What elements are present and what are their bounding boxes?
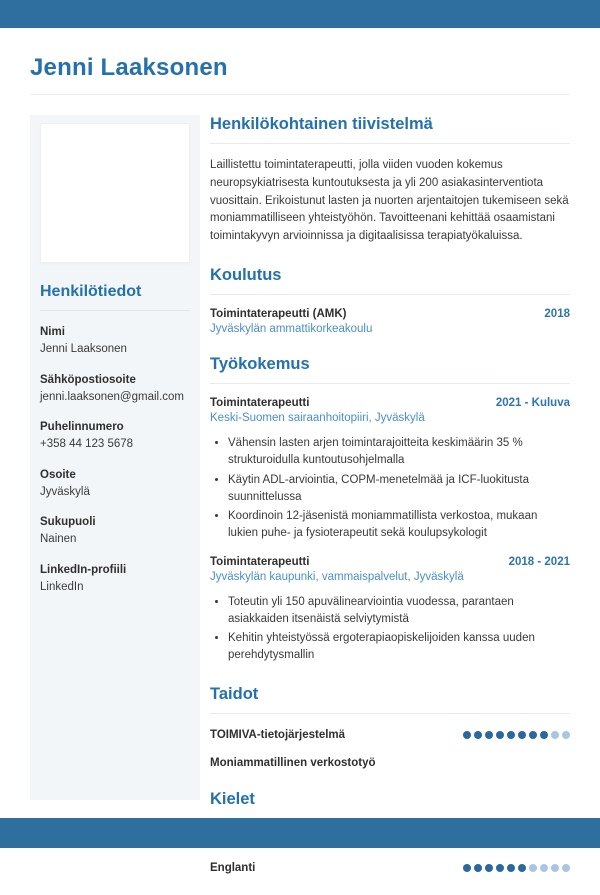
rating-dot [562,731,570,739]
summary-text: Laillistettu toimintaterapeutti, jolla viiden vuoden kokemus neuropsykiatrisesta kuntoutuksesta ja yli 200 asiakasinterventiota vuosittain. Erikoistunut lasten ja nuorten arjentaitojen tukemiseen sekä moniammatilliseen yhteistyöhön. Tavoitteenani kehittää osaamistani toimintakyvyn arvioinnissa ja digitaalisissa terapiatyökaluissa. [210,159,569,243]
section-education [210,266,570,335]
rating-dot [463,864,471,872]
field-value: Jenni Laaksonen [40,343,127,356]
language-row [210,861,570,875]
rating-dot [496,864,504,872]
personal-info-field [40,372,190,407]
rating-dot [551,731,559,739]
entry-header [210,397,570,409]
job-title: Toimintaterapeutti [210,555,310,568]
rating-dots [463,864,570,872]
field-label: Puhelinnumero [40,421,124,433]
job-date: 2018 - 2021 [508,555,570,568]
field-value: LinkedIn [40,580,84,593]
degree-title: Toimintaterapeutti (AMK) [210,308,347,321]
cv-body [0,115,600,895]
document-header [0,28,600,95]
rating-name: Englanti [210,861,256,874]
main-column [210,115,570,895]
skill-row [210,756,570,770]
field-value: +358 44 123 5678 [40,438,134,451]
skills-heading: Taidot [210,685,570,714]
organization-name: Jyväskylän kaupunki, vammaispalvelut, Jyväskylä [210,570,464,583]
header-divider [30,94,570,95]
rating-dot [474,864,482,872]
rating-name: Moniammatillinen verkostotyö [210,756,376,769]
skill-row [210,728,570,742]
rating-dot [540,731,548,739]
rating-dot [507,864,515,872]
job-bullets [216,435,570,543]
entry-header [210,308,570,320]
sidebar-heading: Henkilötiedot [40,283,190,311]
rating-dots [463,731,570,739]
experience-entry [210,397,570,543]
rating-dot [540,864,548,872]
bottom-accent-bar [0,818,600,848]
experience-heading: Työkokemus [210,355,570,384]
rating-dot [485,731,493,739]
rating-dot [529,864,537,872]
top-accent-bar [0,0,600,28]
rating-dot [529,731,537,739]
field-label: LinkedIn-profiili [40,563,127,576]
education-heading: Koulutus [210,266,570,295]
languages-heading: Kielet [210,790,570,819]
job-bullet: • Käytin ADL-arviointia, COPM-menetelmää ja ICF-luokitusta suunnittelussa [228,472,570,507]
job-title: Toimintaterapeutti [210,397,310,410]
person-name: Jenni Laaksonen [30,54,228,81]
job-bullet: • Kehitin yhteistyössä ergoterapiaopiskelijoiden kanssa uuden perehdytysmallin [228,630,570,665]
summary-heading: Henkilökohtainen tiivistelmä [210,115,570,144]
rating-dot [507,731,515,739]
rating-dot [518,864,526,872]
education-entry [210,308,570,335]
field-value: Jyväskylä [40,485,90,498]
skills-rows [210,728,570,770]
field-value: jenni.laaksonen@gmail.com [40,390,184,403]
field-label: Osoite [40,468,76,481]
rating-dot [474,731,482,739]
personal-info-field [40,324,190,359]
entry-header [210,556,570,568]
job-bullet: • Koordinoin 12-jäsenistä moniammatillista verkostoa, mukaan lukien puhe- ja fysioterapeutit sekä koulupsykologit [228,508,570,543]
section-summary [210,115,570,246]
personal-info-fields [40,324,190,596]
personal-info-field [40,514,190,549]
personal-info-field [40,562,190,597]
job-bullet: • Vähensin lasten arjen toimintarajoitteita keskimäärin 35 % strukturoidulla kuntoutusohjelmalla [228,435,570,470]
education-date: 2018 [544,308,570,321]
education-entries [210,308,570,335]
job-bullets [216,594,570,665]
personal-info-field [40,467,190,502]
field-label: Sähköpostiosoite [40,373,136,386]
job-date: 2021 - Kuluva [495,397,570,410]
field-value: Nainen [40,533,77,546]
section-skills [210,685,570,770]
institution-name: Jyväskylän ammattikorkeakoulu [210,323,373,336]
sidebar [30,115,200,800]
experience-entries [210,397,570,665]
rating-name: TOIMIVA-tietojärjestelmä [210,728,346,741]
rating-dot [496,731,504,739]
photo-placeholder [40,123,190,263]
rating-dot [551,864,559,872]
rating-dot [485,864,493,872]
experience-entry [210,556,570,665]
job-bullet: • Toteutin yli 150 apuvälinearviointia vuodessa, parantaen asiakkaiden itsenäistä selviytymistä [228,594,570,629]
personal-info-field [40,419,190,454]
rating-dot [562,864,570,872]
field-label: Sukupuoli [40,516,96,528]
rating-dot [463,731,471,739]
organization-name: Keski-Suomen sairaanhoitopiiri, Jyväskylä [210,412,425,425]
field-label: Nimi [40,326,65,338]
rating-dot [518,731,526,739]
section-experience [210,355,570,665]
